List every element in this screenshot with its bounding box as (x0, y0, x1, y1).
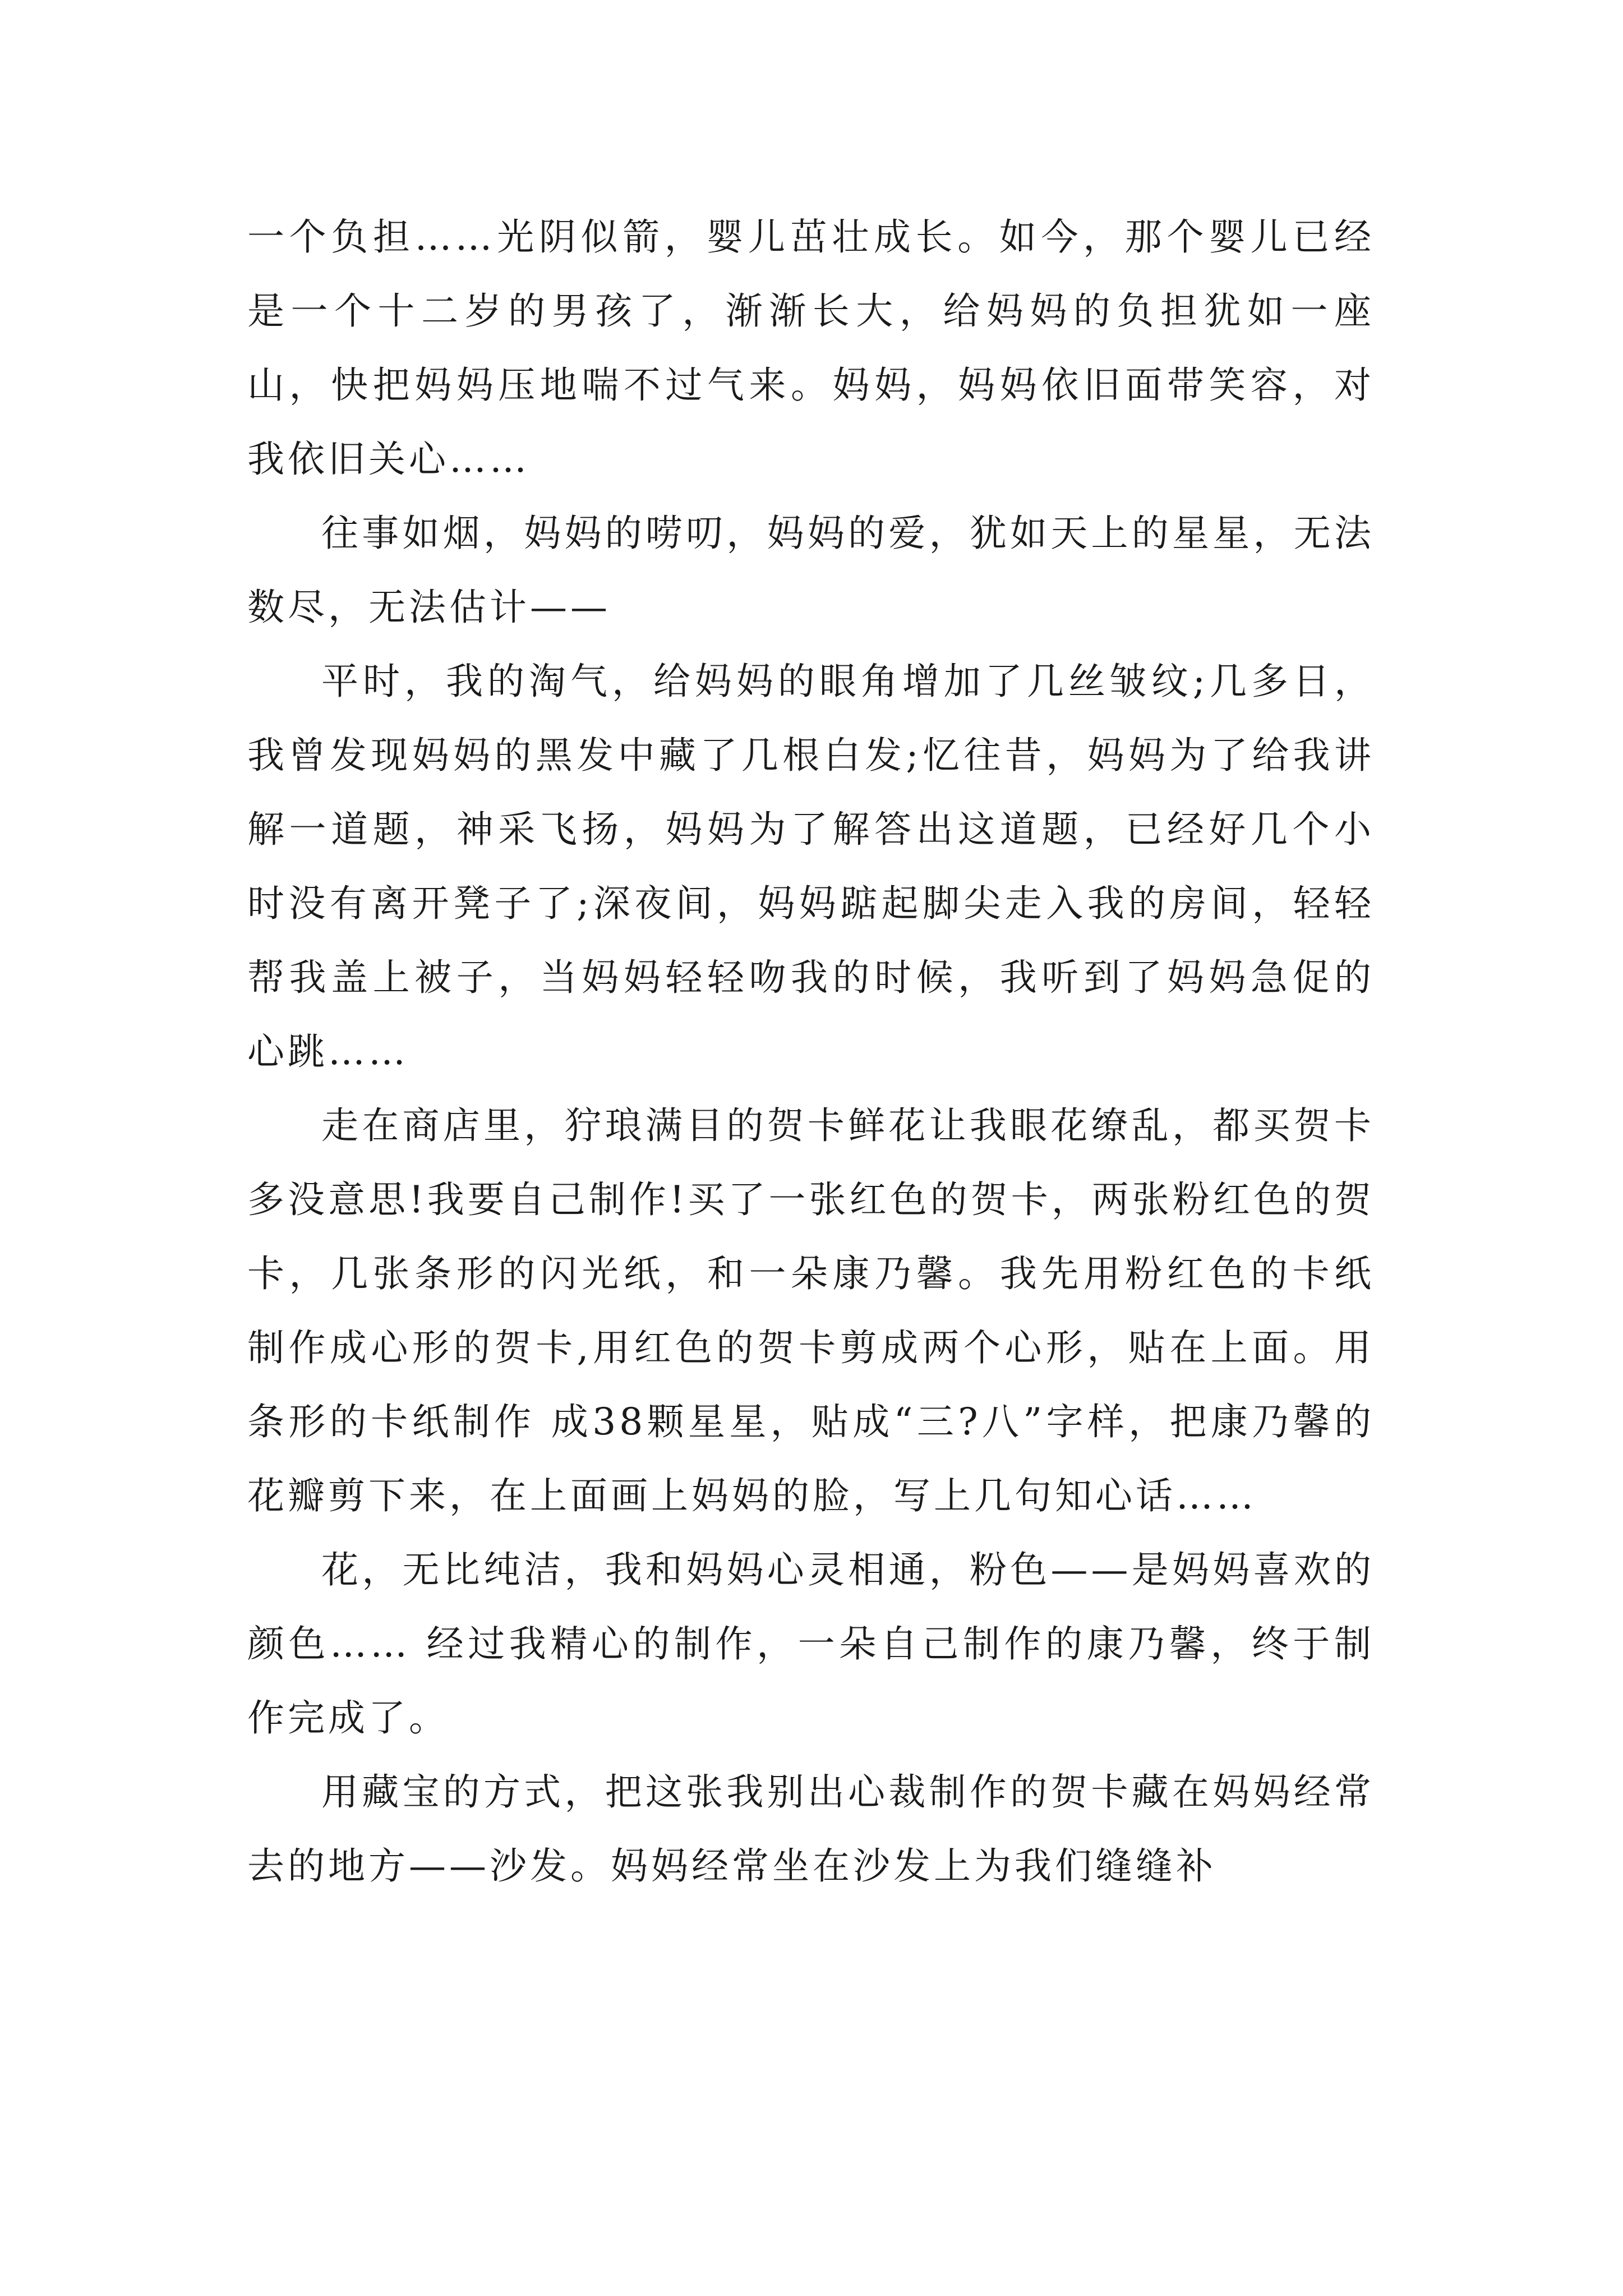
paragraph-6: 用藏宝的方式，把这张我别出心裁制作的贺卡藏在妈妈经常去的地方——沙发。妈妈经常坐在沙发上为我们缝缝补 (247, 1770, 1375, 1888)
paragraph-2: 往事如烟，妈妈的唠叨，妈妈的爱，犹如天上的星星，无法数尽，无法估计—— (247, 512, 1375, 629)
paragraph-1: 一个负担……光阴似箭，婴儿茁壮成长。如今，那个婴儿已经是一个十二岁的男孩了，渐渐长大，给妈妈的负担犹如一座山，快把妈妈压地喘不过气来。妈妈，妈妈依旧面带笑容，对我依旧关心…… (247, 215, 1375, 481)
document-body (247, 200, 1375, 1903)
paragraph-5: 花，无比纯洁，我和妈妈心灵相通，粉色——是妈妈喜欢的颜色…… 经过我精心的制作，一朵自己制作的康乃馨，终于制作完成了。 (247, 1548, 1375, 1740)
paragraph-4: 走在商店里，狞琅满目的贺卡鲜花让我眼花缭乱，都买贺卡多没意思!我要自己制作!买了一张红色的贺卡，两张粉红色的贺卡，几张条形的闪光纸，和一朵康乃馨。我先用粉红色的卡纸制作成心形的贺卡,用红色的贺卡剪成两个心形，贴在上面。用条形的卡纸制作 成38颗星星，贴成“三?八”字样，把康乃馨的花瓣剪下来，在上面画上妈妈的脸，写上几句知心话…… (247, 1104, 1375, 1517)
paragraph-3: 平时，我的淘气，给妈妈的眼角增加了几丝皱纹;几多日，我曾发现妈妈的黑发中藏了几根白发;忆往昔，妈妈为了给我讲解一道题，神采飞扬，妈妈为了解答出这道题，已经好几个小时没有离开凳子了;深夜间，妈妈踮起脚尖走入我的房间，轻轻帮我盖上被子，当妈妈轻轻吻我的时候，我听到了妈妈急促的心跳…… (247, 660, 1375, 1073)
